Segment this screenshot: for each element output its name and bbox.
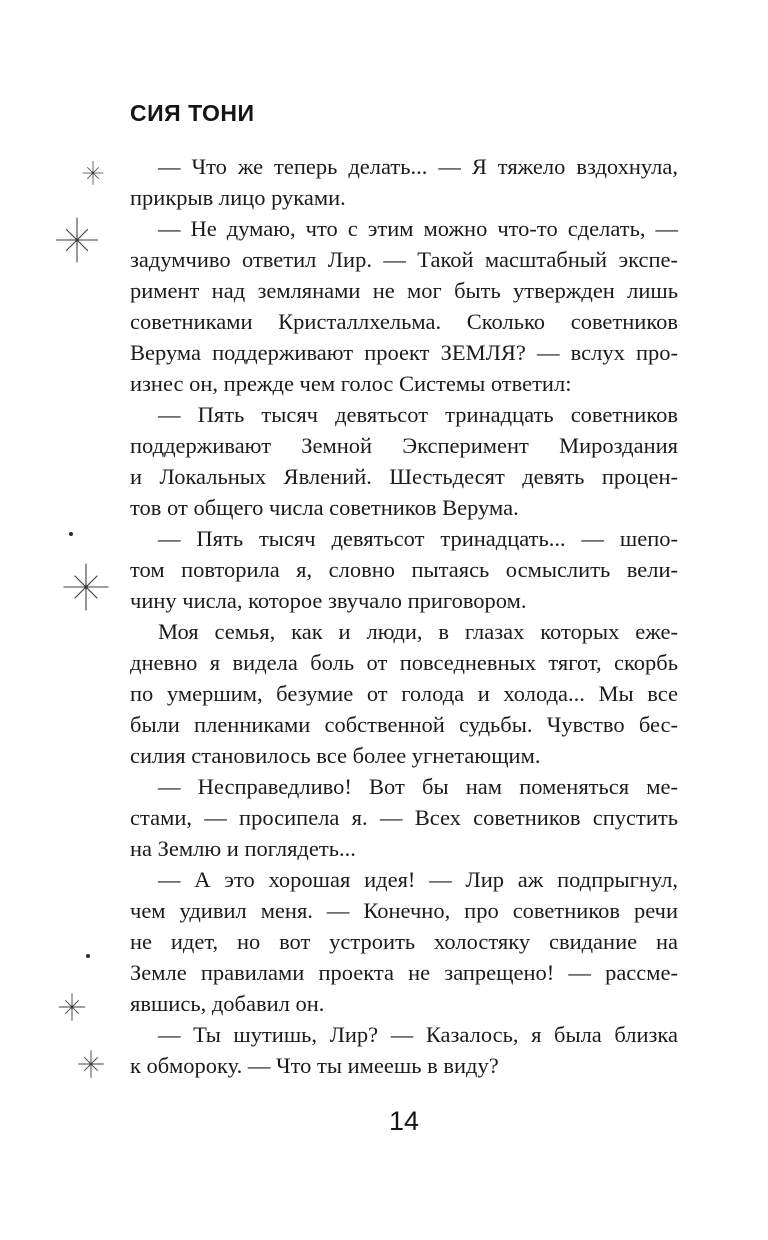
text-line: дневно я видела боль от повседневных тягот, скорбь	[130, 650, 678, 675]
paragraph	[130, 399, 678, 523]
text-line: советниками Кристаллхельма. Сколько советников	[130, 309, 678, 334]
paragraph	[130, 1019, 678, 1081]
sparkle-icon	[77, 1049, 105, 1079]
text-line: к обмороку. — Что ты имеешь в виду?	[130, 1053, 499, 1078]
text-line: задумчиво ответил Лир. — Такой масштабный экспе-	[130, 247, 678, 272]
paragraph	[130, 771, 678, 864]
text-line: стами, — просипела я. — Всех советников спустить	[130, 805, 678, 830]
text-line: Верума поддерживают проект ЗЕМЛЯ? — вслух про-	[130, 340, 678, 365]
text-line: изнес он, прежде чем голос Системы ответил:	[130, 371, 572, 396]
text-line: Моя семья, как и люди, в глазах которых еже-	[158, 619, 678, 644]
text-line: чину числа, которое звучало приговором.	[130, 588, 527, 613]
text-line: не идет, но вот устроить холостяку свидание на	[130, 929, 678, 954]
dot-ornament-icon	[69, 532, 73, 536]
text-line: прикрыв лицо руками.	[130, 185, 346, 210]
text-line: — Несправедливо! Вот бы нам поменяться ме-	[158, 774, 678, 799]
sparkle-icon	[55, 214, 99, 266]
paragraph	[130, 864, 678, 1019]
running-header: СИЯ ТОНИ	[130, 100, 255, 126]
text-line: по умершим, безумие от голода и холода... Мы все	[130, 681, 678, 706]
text-line: том повторила я, словно пытаясь осмыслить вели-	[130, 557, 678, 582]
sparkle-icon	[81, 157, 105, 189]
text-line: — Ты шутишь, Лир? — Казалось, я была близка	[158, 1022, 678, 1047]
text-line: тов от общего числа советников Верума.	[130, 495, 519, 520]
text-line: — А это хорошая идея! — Лир аж подпрыгнул,	[158, 867, 678, 892]
sparkle-icon	[57, 993, 87, 1021]
paragraph	[130, 616, 678, 771]
text-line: — Пять тысяч девятьсот тринадцать... — шепо-	[158, 526, 678, 551]
page-number: 14	[388, 1106, 420, 1136]
text-line: — Что же теперь делать... — Я тяжело вздохнула,	[158, 154, 678, 179]
paragraph	[130, 151, 678, 213]
text-line: римент над землянами не мог быть утвержден лишь	[130, 278, 678, 303]
text-line: и Локальных Явлений. Шестьдесят девять процен-	[130, 464, 678, 489]
text-line: — Не думаю, что с этим можно что-то сделать, —	[158, 216, 678, 241]
sparkle-icon	[63, 562, 109, 612]
paragraph	[130, 213, 678, 399]
text-line: силия становилось все более угнетающим.	[130, 743, 541, 768]
text-line: Земле правилами проекта не запрещено! — рассме-	[130, 960, 678, 985]
text-line: явшись, добавил он.	[130, 991, 325, 1016]
text-line: поддерживают Земной Эксперимент Мироздания	[130, 433, 678, 458]
text-block	[130, 151, 678, 1081]
text-line: — Пять тысяч девятьсот тринадцать советников	[158, 402, 678, 427]
text-line: были пленниками собственной судьбы. Чувство бес-	[130, 712, 678, 737]
dot-ornament-icon	[86, 954, 90, 958]
paragraph	[130, 523, 678, 616]
text-line: на Землю и поглядеть...	[130, 836, 356, 861]
text-line: чем удивил меня. — Конечно, про советников речи	[130, 898, 678, 923]
